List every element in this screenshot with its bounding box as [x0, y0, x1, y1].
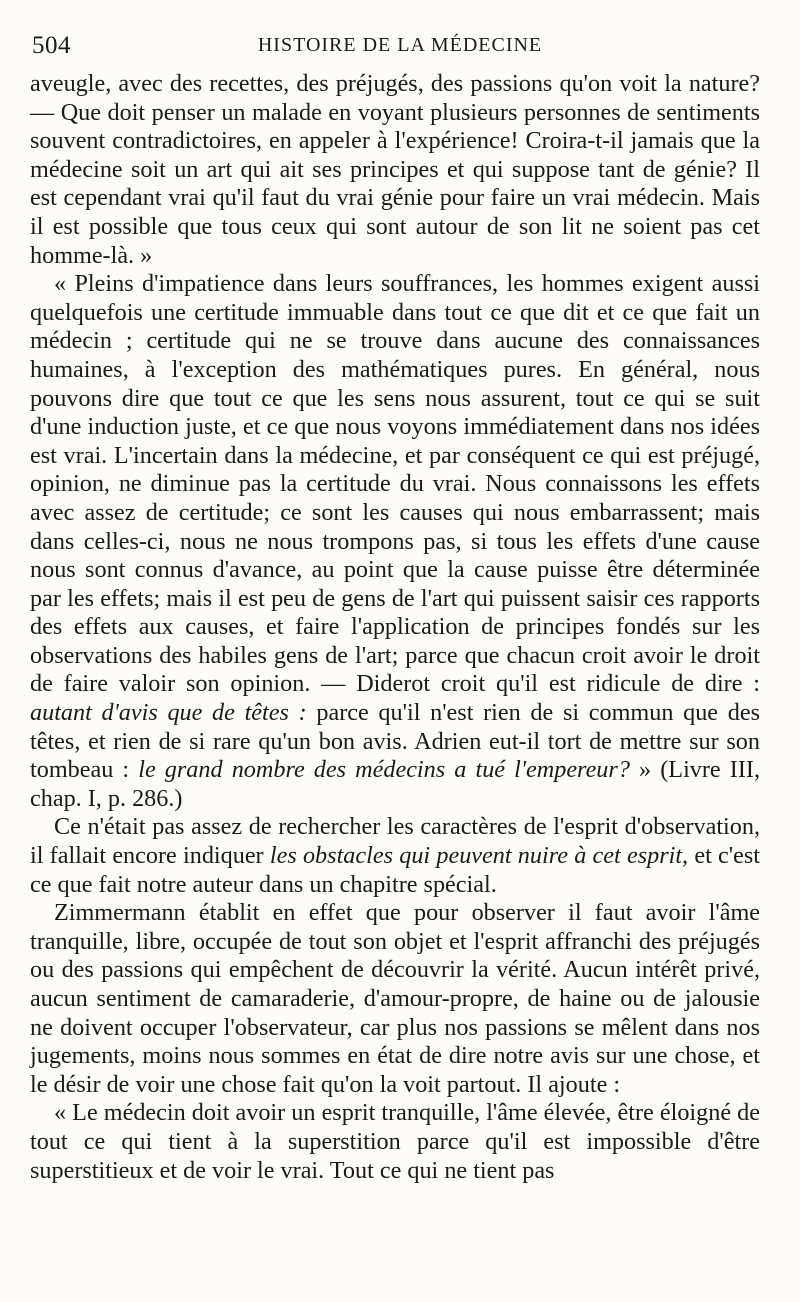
paragraph-2-italic-a: autant d'avis que de têtes :	[30, 699, 307, 727]
paragraph-1	[30, 70, 760, 270]
paragraph-3	[30, 813, 760, 899]
paragraph-4	[30, 899, 760, 1099]
page-number: 504	[32, 32, 71, 59]
paragraph-4-text: Zimmermann établit en effet que pour observer il faut avoir l'âme tranquille, libre, occupée de tout son objet et l'esprit affranchi des préjugés ou des passions qui empêchent de découvrir la vérité. Aucun intérêt privé, aucun sentiment de camaraderie, d'amour-propre, de haine ou de jalousie ne doivent occuper l'observateur, car plus nos passions se mêlent dans nos jugements, moins nous sommes en état de dire notre avis sur une chose, et le désir de voir une chose fait qu'on la voit partout. Il ajoute :	[30, 899, 760, 1098]
paragraph-5	[30, 1099, 760, 1185]
paragraph-5-text: « Le médecin doit avoir un esprit tranquille, l'âme élevée, être éloigné de tout ce qui tient à la superstition parce qu'il est impossible d'être superstitieux et de voir le vrai. Tout ce qui ne tient pas	[30, 1099, 760, 1184]
paragraph-2-text-b: parce qu'il n'est rien de si commun que des têtes, et rien de si rare qu'un bon avis. Adrien eut-il tort de mettre sur son tombeau :	[30, 699, 760, 784]
body-text	[30, 70, 760, 1185]
paragraph-2-italic-b: le grand nombre des médecins a tué l'empereur?	[138, 756, 630, 784]
paragraph-3-italic: les obstacles qui peuvent nuire à cet esprit,	[269, 842, 689, 870]
paragraph-2-text-a: « Pleins d'impatience dans leurs souffrances, les hommes exigent aussi quelquefois une certitude immuable dans tout ce que dit et ce que fait un médecin ; certitude qui ne se trouve dans aucune des connaissances humaines, à l'exception des mathématiques pures. En général, nous pouvons dire que tout ce que les sens nous assurent, tout ce qui se suit d'une induction juste, et ce que nous voyons immédiatement dans nos idées est vrai. L'incertain dans la médecine, et par conséquent ce qui est préjugé, opinion, ne diminue pas la certitude du vrai. Nous connaissons les effets avec assez de certitude; ce sont les causes qui nous embarrassent; mais dans celles-ci, nous ne nous trompons pas, si tous les effets d'une cause nous sont connus d'avance, au point que la cause puisse être déterminée par les effets; mais il est peu de gens de l'art qui puissent saisir ces rapports des effets aux causes, et faire l'application de principes fondés sur les observations des habiles gens de l'art; parce que chacun croit avoir le droit de faire valoir son opinion. — Diderot croit qu'il est ridicule de dire :	[30, 270, 760, 698]
paragraph-2	[30, 270, 760, 813]
running-title: HISTOIRE DE LA MÉDECINE	[257, 34, 543, 56]
paragraph-1-text: aveugle, avec des recettes, des préjugés, des passions qu'on voit la nature? — Que doit penser un malade en voyant plusieurs personnes de sentiments souvent contradictoires, en appeler à l'expérience! Croira-t-il jamais que la médecine soit un art qui ait ses principes et qui suppose tant de génie? Il est cependant vrai qu'il faut du vrai génie pour faire un vrai médecin. Mais il est possible que tous ceux qui sont autour de son lit ne soient pas cet homme-là. »	[30, 70, 760, 269]
paragraph-2-text-c: » (Livre III, chap. I, p. 286.)	[30, 756, 760, 812]
paragraph-3-text-a: Ce n'était pas assez de rechercher les caractères de l'esprit d'observation, il fallait encore indiquer	[30, 813, 760, 870]
running-header	[22, 32, 778, 66]
paragraph-3-text-b: et c'est ce que fait notre auteur dans un chapitre spécial.	[30, 842, 761, 898]
